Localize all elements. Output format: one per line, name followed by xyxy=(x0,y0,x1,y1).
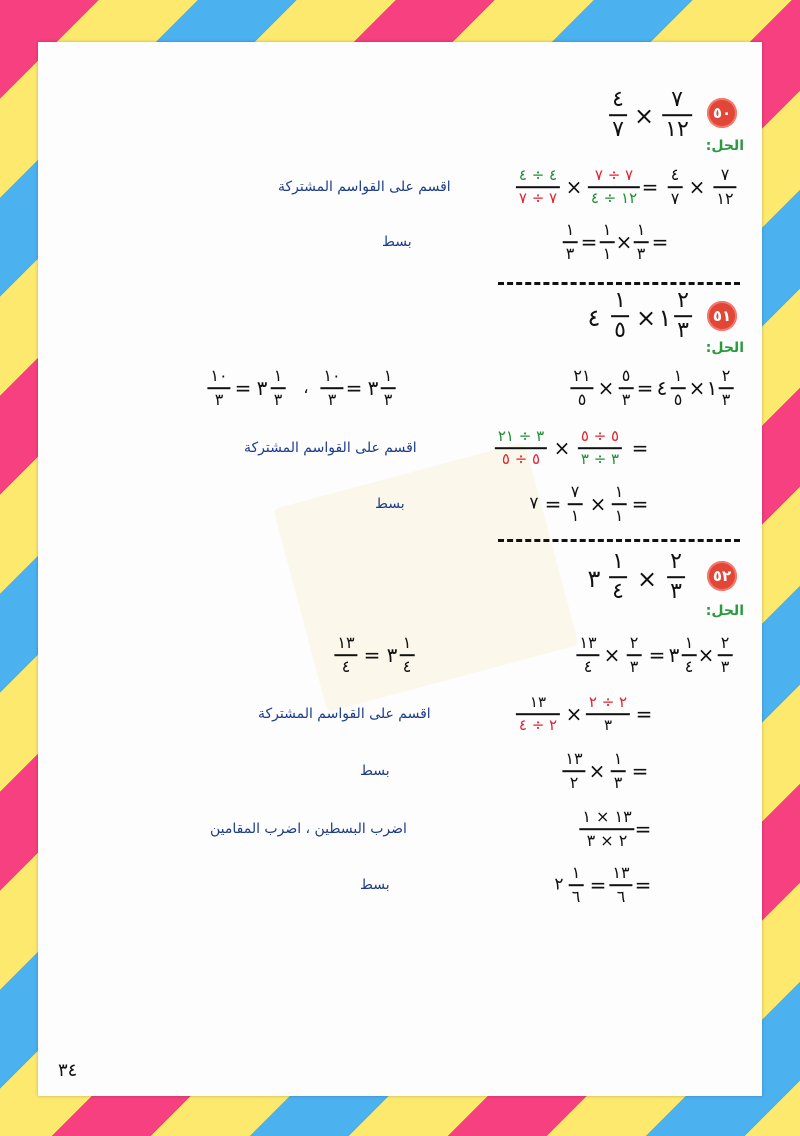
equals-sign: = xyxy=(345,376,363,400)
p51-question-mixed-b-whole: ٤ xyxy=(587,304,601,332)
note-simplify: بسط xyxy=(360,763,390,779)
note-divide-common: اقسم على القواسم المشتركة xyxy=(278,179,451,195)
note-simplify: بسط xyxy=(375,496,405,512)
note-multiply: اضرب البسطين ، اضرب المقامين xyxy=(210,821,407,837)
times-sign: × xyxy=(697,643,715,667)
times-sign: × xyxy=(597,376,615,400)
p50-s1-frac1: ٧ ١٢ xyxy=(713,167,736,207)
times-sign: × xyxy=(565,702,583,726)
p51-s1-mixed-a-frac: ٢ ٣ xyxy=(719,368,734,408)
equals-sign: = xyxy=(634,873,652,897)
p52-s1-mixed-whole: ٣ xyxy=(668,643,680,667)
p52-s2-frac2: ١٣ ٢ ÷ ٤ xyxy=(516,695,560,733)
p50-s1-frac4: ٤ ÷ ٤ ٧ ÷ ٧ xyxy=(516,168,560,206)
problem-badge-51: ٥١ xyxy=(707,301,737,331)
p51-s1-frac4: ٢١ ٥ xyxy=(570,368,593,408)
p51-s1-frac3: ٥ ٣ xyxy=(619,368,634,408)
p52-s2-frac1: ٢ ÷ ٢ ٣ xyxy=(586,695,630,733)
solution-label: الحل: xyxy=(705,138,744,154)
p51-conv-a-result: ١٠ ٣ xyxy=(320,368,343,408)
p52-s1-frac1: ٢ ٣ xyxy=(718,635,733,675)
times-sign: × xyxy=(633,102,655,130)
times-sign: × xyxy=(603,643,621,667)
p50-s2-frac3: ١ ٣ xyxy=(563,222,578,262)
note-divide-common: اقسم على القواسم المشتركة xyxy=(244,440,417,456)
p51-s2-frac1: ٥ ÷ ٥ ٣ ÷ ٣ xyxy=(578,429,622,467)
comma-separator: ، xyxy=(303,378,309,397)
p50-question-fraction-a: ٧ ١٢ xyxy=(662,89,692,141)
equals-sign: = xyxy=(651,230,669,254)
equals-sign: = xyxy=(635,702,653,726)
equals-sign: = xyxy=(234,376,252,400)
p51-conv-a-whole: ٣ xyxy=(367,376,379,400)
p51-conv-b-frac: ١ ٣ xyxy=(271,368,286,408)
times-sign: × xyxy=(688,175,706,199)
equals-sign: = xyxy=(631,492,649,516)
times-sign: × xyxy=(688,376,706,400)
p52-s5-mixed-frac: ١ ٦ xyxy=(569,865,584,905)
p51-s1-mixed-b-frac: ١ ٥ xyxy=(671,368,686,408)
p52-conv-whole: ٣ xyxy=(386,643,398,667)
p52-s1-mixed-frac: ١ ٤ xyxy=(682,635,697,675)
problem-badge-52: ٥٢ xyxy=(707,561,737,591)
p52-conv-frac: ١ ٤ xyxy=(400,635,415,675)
p51-question-mixed-a-whole: ١ xyxy=(658,304,672,332)
equals-sign: = xyxy=(631,759,649,783)
p52-s1-frac4: ١٣ ٤ xyxy=(576,635,599,675)
p50-s2-frac1: ١ ٣ xyxy=(634,222,649,262)
worksheet-page xyxy=(38,42,762,1096)
p51-s2-frac2: ٣ ÷ ٢١ ٥ ÷ ٥ xyxy=(495,429,547,467)
p52-s5-frac1: ١٣ ٦ xyxy=(609,865,632,905)
equals-sign: = xyxy=(636,376,654,400)
equals-sign: = xyxy=(363,643,381,667)
separator-dashed xyxy=(498,539,740,542)
times-sign: × xyxy=(565,175,583,199)
p51-conv-b-whole: ٣ xyxy=(256,376,268,400)
equals-sign: = xyxy=(580,230,598,254)
p51-question-mixed-b-frac: ١ ٥ xyxy=(611,290,629,342)
note-simplify: بسط xyxy=(360,877,390,893)
p50-s1-frac3: ٧ ÷ ٧ ١٢ ÷ ٤ xyxy=(588,168,640,206)
p51-s3-frac1: ١ ١ xyxy=(612,484,627,524)
p50-s2-frac2: ١ ١ xyxy=(600,222,615,262)
page-number: ٣٤ xyxy=(58,1060,78,1081)
p52-conv-result: ١٣ ٤ xyxy=(334,635,357,675)
solution-label: الحل: xyxy=(705,340,744,356)
p52-question-fraction-a: ٢ ٣ xyxy=(667,551,685,603)
p52-s3-frac1: ١ ٣ xyxy=(611,751,626,791)
separator-dashed xyxy=(498,282,740,285)
p52-question-mixed-b-whole: ٣ xyxy=(587,565,601,593)
times-sign: × xyxy=(588,759,606,783)
p52-s1-frac3: ٢ ٣ xyxy=(627,635,642,675)
p51-conv-a-frac: ١ ٣ xyxy=(381,368,396,408)
equals-sign: = xyxy=(631,436,649,460)
problem-badge-50: ٥٠ xyxy=(707,98,737,128)
times-sign: × xyxy=(589,492,607,516)
p52-s5-mixed-whole: ٢ xyxy=(554,874,564,895)
note-simplify: بسط xyxy=(382,234,412,250)
equals-sign: = xyxy=(648,643,666,667)
p51-conv-b-result: ١٠ ٣ xyxy=(207,368,230,408)
times-sign: × xyxy=(635,304,657,332)
times-sign: × xyxy=(553,436,571,460)
p52-s4-frac: ١٣ × ١ ٢ × ٣ xyxy=(579,809,634,849)
times-sign: × xyxy=(615,230,633,254)
p52-s3-frac2: ١٣ ٢ xyxy=(562,751,585,791)
equals-sign: = xyxy=(544,492,562,516)
solution-label: الحل: xyxy=(705,603,744,619)
equals-sign: = xyxy=(589,873,607,897)
p51-s3-frac2: ٧ ١ xyxy=(568,484,583,524)
p51-s3-result: ٧ xyxy=(529,493,539,514)
p51-question-mixed-a-frac: ٢ ٣ xyxy=(674,290,692,342)
times-sign: × xyxy=(636,565,658,593)
p52-question-mixed-b-frac: ١ ٤ xyxy=(609,551,627,603)
p51-s1-mixed-b-whole: ٤ xyxy=(656,376,668,400)
note-divide-common: اقسم على القواسم المشتركة xyxy=(258,706,431,722)
equals-sign: = xyxy=(634,817,652,841)
p51-s1-mixed-a-whole: ١ xyxy=(706,376,718,400)
watermark-book xyxy=(273,442,578,712)
equals-sign: = xyxy=(641,175,659,199)
p50-question-fraction-b: ٤ ٧ xyxy=(609,89,627,141)
p50-s1-frac2: ٤ ٧ xyxy=(668,167,683,207)
